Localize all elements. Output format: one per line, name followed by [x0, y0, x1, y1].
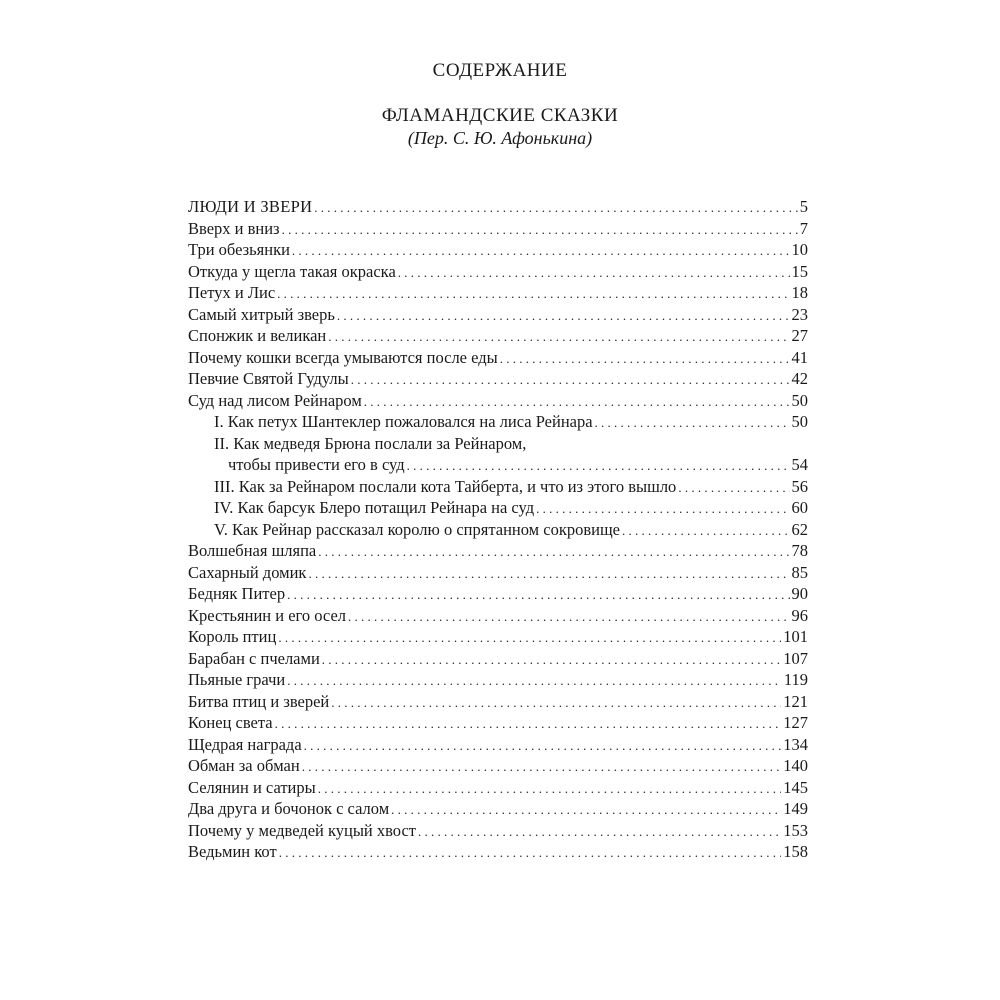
toc-entry-page: 96 [791, 605, 808, 625]
dot-leader [595, 412, 790, 434]
toc-entry [188, 562, 808, 584]
toc-entry-title: I. Как петух Шантеклер пожаловался на лиса Рейнара [214, 412, 593, 431]
toc-entry [188, 304, 808, 326]
dot-leader [275, 713, 782, 735]
toc-entry-page: 10 [791, 240, 808, 259]
dot-leader [364, 391, 790, 413]
toc-entry [188, 820, 808, 842]
toc-entry-page: 121 [783, 691, 808, 711]
toc-entry-page: 41 [791, 347, 808, 367]
toc-entry-title: Крестьянин и его осел [188, 605, 347, 625]
toc-entry-page: 62 [791, 519, 808, 539]
toc-entry-title: Сахарный домик [188, 562, 307, 582]
dot-leader [398, 262, 790, 284]
toc-entry-title: II. Как медведя Брюна послали за Рейнаром, [214, 433, 527, 453]
toc-entry [188, 196, 808, 218]
dot-leader [337, 305, 790, 327]
toc-entry-page: 158 [783, 842, 808, 861]
dot-leader [277, 283, 789, 305]
dot-leader [391, 799, 781, 821]
toc-entry [188, 239, 808, 261]
dot-leader [622, 520, 790, 542]
toc-subentry [214, 476, 808, 498]
toc-entry [188, 691, 808, 713]
toc-entry-title: Суд над лисом Рейнаром [188, 390, 362, 410]
toc-entry [188, 777, 808, 799]
dot-leader [536, 498, 789, 520]
toc-entry [188, 540, 808, 562]
toc-entry-title: Почему у медведей куцый хвост [188, 820, 416, 840]
toc-entry-title: Петух и Лис [188, 283, 276, 302]
dot-leader [328, 326, 789, 348]
toc-subentry [214, 519, 808, 541]
toc-entry [188, 325, 808, 347]
table-of-contents [188, 196, 808, 863]
toc-entry-title: Волшебная шляпа [188, 541, 317, 560]
toc-entry-page: 85 [791, 562, 808, 582]
toc-entry-page: 107 [783, 648, 808, 668]
toc-entry [188, 218, 808, 240]
toc-entry-title: Почему кошки всегда умываются после еды [188, 347, 498, 367]
dot-leader [279, 842, 782, 864]
toc-entry [188, 669, 808, 691]
dot-leader [678, 477, 789, 499]
toc-entry [188, 648, 808, 670]
toc-entry-title: Селянин и сатиры [188, 777, 316, 797]
toc-entry-page: 42 [791, 369, 808, 388]
toc-entry-page: 5 [799, 197, 808, 216]
toc-entry-title: Ведьмин кот [188, 842, 277, 861]
toc-entry [188, 734, 808, 756]
toc-entry [188, 605, 808, 627]
toc-entry-page: 18 [791, 283, 808, 302]
toc-entry-page: 54 [791, 455, 808, 474]
toc-entry-title: Вверх и вниз [188, 218, 280, 238]
dot-leader [318, 541, 789, 563]
toc-entry-title: Самый хитрый зверь [188, 304, 335, 324]
toc-entry-page: 153 [783, 820, 808, 840]
toc-entry-title: Певчие Святой Гудулы [188, 369, 349, 388]
dot-leader [407, 455, 790, 477]
dot-leader [287, 670, 782, 692]
toc-entry [188, 798, 808, 820]
toc-subentry [214, 433, 808, 455]
toc-entry-title: IV. Как барсук Блеро потащил Рейнара на суд [214, 498, 535, 517]
dot-leader [500, 348, 790, 370]
translator-credit: (Пер. С. Ю. Афонькина) [407, 128, 593, 148]
toc-entry-page: 50 [791, 390, 808, 410]
dot-leader [304, 735, 782, 757]
toc-entry-title: V. Как Рейнар рассказал королю о спрятанном сокровище [214, 519, 620, 539]
toc-entry-title: Три обезьянки [188, 240, 290, 259]
dot-leader [308, 563, 789, 585]
dot-leader [318, 778, 782, 800]
toc-entry [188, 712, 808, 734]
dot-leader [351, 369, 790, 391]
toc-subentry-continuation [228, 454, 808, 476]
dot-leader [322, 649, 781, 671]
toc-entry [188, 755, 808, 777]
toc-entry-title: Спонжик и великан [188, 326, 327, 345]
toc-entry-page: 27 [791, 326, 808, 345]
dot-leader [348, 606, 789, 628]
toc-entry-page: 90 [791, 584, 808, 603]
toc-entry-page: 78 [791, 541, 808, 560]
section-title: ФЛАМАНДСКИЕ СКАЗКИ [381, 105, 619, 126]
toc-entry-title: Битва птиц и зверей [188, 691, 330, 711]
toc-entry-title: Пьяные грачи [188, 670, 286, 689]
toc-entry-page: 7 [799, 218, 808, 238]
toc-entry-page: 140 [783, 756, 808, 775]
toc-entry-page: 149 [783, 799, 808, 818]
toc-entry [188, 261, 808, 283]
toc-subentry [214, 497, 808, 519]
dot-leader [302, 756, 782, 778]
toc-entry-page: 60 [791, 498, 808, 517]
dot-leader [278, 627, 781, 649]
toc-entry-title: Откуда у щегла такая окраска [188, 261, 396, 281]
toc-entry-page: 134 [783, 734, 808, 754]
toc-entry-page: 127 [783, 713, 808, 732]
toc-entry [188, 841, 808, 863]
toc-entry-page: 101 [783, 627, 808, 646]
dot-leader [331, 692, 781, 714]
toc-entry-page: 119 [783, 670, 808, 689]
toc-entry-title: Обман за обман [188, 756, 300, 775]
toc-entry [188, 282, 808, 304]
toc-entry-title: Барабан с пчелами [188, 648, 320, 668]
toc-entry [188, 368, 808, 390]
toc-subentry [214, 411, 808, 433]
toc-entry-page: 145 [783, 777, 808, 797]
toc-entry-page: 56 [791, 476, 808, 496]
dot-leader [282, 219, 798, 241]
toc-entry [188, 626, 808, 648]
dot-leader [314, 197, 797, 219]
toc-entry-page: 23 [791, 304, 808, 324]
toc-entry [188, 583, 808, 605]
toc-entry-page: 50 [791, 412, 808, 431]
toc-entry-title: III. Как за Рейнаром послали кота Тайберта, и что из этого вышло [214, 476, 677, 496]
toc-entry-title: Бедняк Питер [188, 584, 286, 603]
page-title: СОДЕРЖАНИЕ [432, 60, 568, 81]
toc-entry-page: 15 [791, 261, 808, 281]
toc-entry [188, 347, 808, 369]
toc-entry-title: Два друга и бочонок с салом [188, 799, 390, 818]
toc-entry-title: чтобы привести его в суд [228, 455, 405, 474]
toc-entry-title: Король птиц [188, 627, 277, 646]
dot-leader [287, 584, 789, 606]
toc-entry-title: ЛЮДИ И ЗВЕРИ [188, 197, 313, 216]
toc-entry-title: Щедрая награда [188, 734, 302, 754]
toc-entry [188, 390, 808, 412]
toc-entry-title: Конец света [188, 713, 273, 732]
dot-leader [292, 240, 790, 262]
dot-leader [418, 821, 781, 843]
